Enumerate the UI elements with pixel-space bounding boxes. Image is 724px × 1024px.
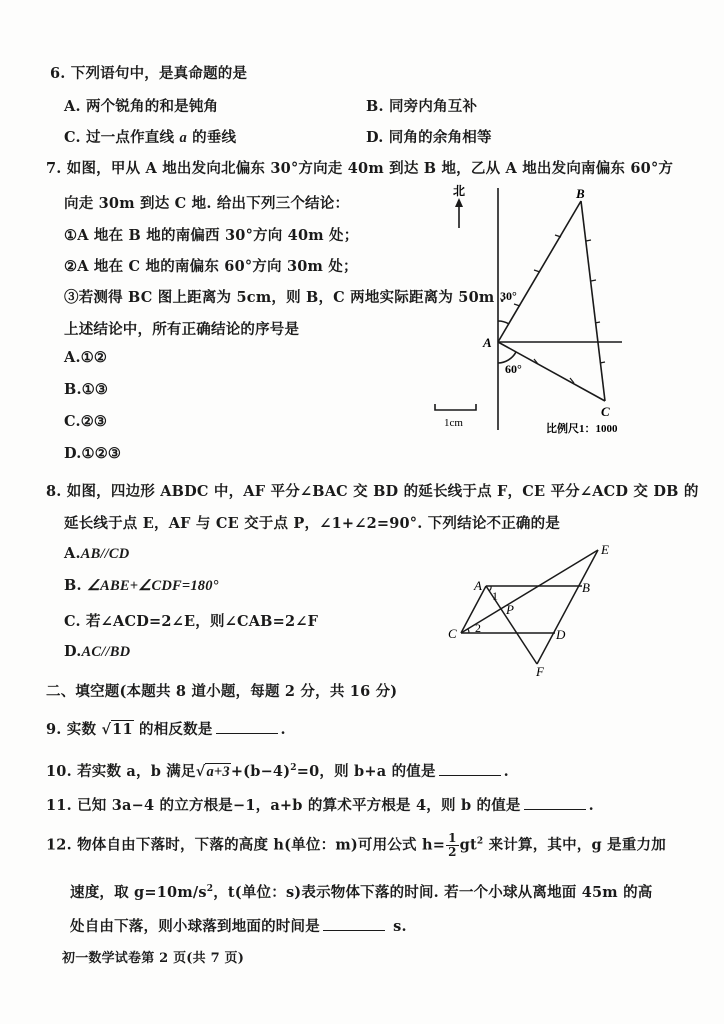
q12-formula: gt [459,836,477,854]
q10-pre: 10. 若实数 a，b 满足 [46,763,196,780]
q6-option-b [366,95,477,116]
frac-denominator: 2 [448,845,457,859]
q6-option-c [64,126,236,147]
angle-30-label: 30° [500,289,517,303]
option-text-pre: 过一点作直线 [85,129,180,146]
north-arrow-head [455,198,463,207]
tick-marks [514,235,605,383]
angle-2-label: 2 [475,621,481,635]
q12-line3 [70,915,407,936]
q12-line2 [70,881,652,902]
q10-answer-blank[interactable] [439,763,501,776]
q10-post: =0，则 b+a 的值是 [296,763,436,780]
option-label: A. [64,98,81,115]
q10-end: . [503,763,509,780]
q7-option-d [64,445,121,462]
q12-l3-post: s. [387,918,407,935]
option-label: C. [64,413,81,430]
q7-conclusion-1: ①A 地在 B 地的南偏西 30°方向 40m 处； [64,227,359,244]
point-a-label: A [474,578,482,593]
q12-l2-exp: 2 [206,884,214,895]
option-text: ①③ [81,381,109,398]
option-label: A. [64,349,81,366]
q12-l1-pre: 12. 物体自由下落时，下落的高度 h(单位：m)可用公式 h= [46,836,446,854]
option-label: B. [366,98,384,115]
option-label: C. [64,129,81,146]
option-text: 两个锐角的和是钝角 [85,98,219,115]
q7-option-b [64,381,108,398]
option-text: 若∠ACD=2∠E，则∠CAB=2∠F [85,613,319,630]
point-b-label: B [582,580,590,595]
q10: 10. 若实数 a，b 满足$√a+3+(b-4)^2=0$，则 b+a 的值是 . [46,763,509,780]
option-label: D. [64,643,82,660]
q7-figure [420,180,640,440]
q7-option-a [64,349,107,366]
segment-bc [581,201,605,401]
option-label: D. [64,445,82,462]
point-p-label: P [506,602,514,617]
option-text: 同角的余角相等 [388,129,492,146]
option-text: ∠ABE+∠CDF=180° [86,578,219,594]
q7-line1: 7. 如图，甲从 A 地出发向北偏东 30°方向走 40m 到达 B 地，乙从 A 地出发向南偏东 60°方 [46,160,674,177]
q12-l2-pre: 速度，取 g=10m/s [70,884,207,901]
point-d-label: D [556,627,566,642]
q8-option-d [64,643,130,661]
north-label: 北 [453,184,466,198]
point-a-label: A [483,335,492,350]
q9-radicand: 11 [112,721,133,738]
point-c-label: C [601,404,610,419]
section-2-title: 二、填空题(本题共 8 道小题，每题 2 分，共 16 分) [46,683,398,700]
q8-line1: 8. 如图，四边形 ABDC 中，AF 平分∠BAC 交 BD 的延长线于点 F，CE 平分∠ACD 交 DB 的 [46,483,699,500]
angle-60-label: 60° [505,362,522,376]
q9-end: . [280,721,286,738]
q10-radicand: a+3 [206,764,230,780]
option-label: B. [64,381,82,398]
option-text: AC//BD [81,644,131,660]
q11-answer-blank[interactable] [524,797,586,810]
q8-option-b [64,577,219,595]
segment-ef [537,550,598,664]
q8-option-a [64,545,129,563]
point-e-label: E [601,542,609,557]
var-a: a [179,130,187,146]
q10-exp: 2 [290,763,297,774]
scale-text: 比例尺1：1000 [546,423,618,435]
option-label: C. [64,613,81,630]
fraction-one-half [446,832,459,859]
page-footer: 初一数学试卷第 2 页(共 7 页) [62,951,245,966]
q12-l2-post: ，t(单位：s)表示物体下落的时间. 若一个小球从离地面 45m 的高 [213,884,653,901]
q6-stem: 6. 下列语句中，是真命题的是 [50,65,248,82]
q10-mid: +(b−4) [230,763,291,780]
q9-pre: 9. 实数 [46,721,102,738]
option-text: ①②③ [81,445,122,462]
frac-numerator: 1 [448,831,457,845]
option-text-post: 的垂线 [186,129,237,146]
q9-post: 的相反数是 [133,721,213,738]
q9: 9. 实数 √11 的相反数是 . [46,721,286,738]
q8-figure [430,535,630,680]
q7-line2: 向走 30m 到达 C 地. 给出下列三个结论： [64,195,350,212]
option-label: D. [366,129,384,146]
option-text: ①② [80,349,108,366]
q12-l3-pre: 处自由下落，则小球落到地面的时间是 [70,918,320,935]
q11 [46,794,594,815]
q11-text: 11. 已知 3a−4 的立方根是−1，a+b 的算术平方根是 4，则 b 的值是 [46,797,521,814]
q9-answer-blank[interactable] [216,721,278,734]
option-text: 同旁内角互补 [388,98,478,115]
angle-arc-30 [498,321,509,324]
option-label: B. [64,577,82,594]
option-text: AB//CD [80,546,130,562]
point-f-label: F [536,664,544,679]
point-b-label: B [576,186,585,201]
scale-bar [435,404,476,410]
q6-option-d [366,126,492,147]
q7-option-c [64,413,107,430]
option-label: A. [64,545,81,562]
q12-l1-post: 来计算，其中，g 是重力加 [483,836,666,854]
angle-1-label: 1 [492,589,498,603]
option-text: ②③ [80,413,108,430]
q12-answer-blank[interactable] [323,918,385,931]
q8-line2: 延长线于点 E，AF 与 CE 交于点 P，∠1+∠2=90°. 下列结论不正确的是 [64,515,561,532]
scale-bar-label: 1cm [444,417,463,429]
q7-ask: 上述结论中，所有正确结论的序号是 [64,321,300,338]
q12-line1 [46,832,666,859]
q12-exp: 2 [476,836,484,847]
q6-option-a [64,95,218,116]
q7-conclusion-3: ③若测得 BC 图上距离为 5cm，则 B，C 两地实际距离为 50m . [64,289,505,306]
point-c-label: C [448,626,457,641]
q8-option-c [64,610,318,631]
q11-end: . [588,797,594,814]
q7-conclusion-2: ②A 地在 C 地的南偏东 60°方向 30m 处； [64,258,358,275]
